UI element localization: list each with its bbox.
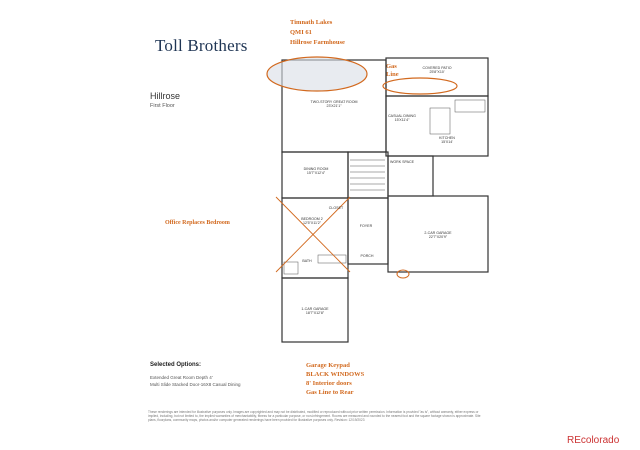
brand-logo: Toll Brothers: [155, 36, 248, 55]
room-name: KITCHEN: [439, 136, 455, 140]
room-name: BEDROOM 2: [301, 217, 323, 221]
office-annotation: Office Replaces Bedroom: [165, 220, 230, 226]
room-dimensions: 25'8"X10': [429, 70, 445, 74]
room-name: DINING ROOM: [303, 167, 329, 171]
garage1-label: [295, 307, 335, 315]
bedroom-label: [290, 217, 334, 225]
annotation-line: BLACK WINDOWS: [306, 371, 365, 378]
room-dimensions: 23'X21'1": [326, 104, 342, 108]
room-name: TWO-STORY GREAT ROOM: [310, 100, 358, 104]
gas-line-oval: [383, 78, 457, 94]
closet-label: CLOSET: [328, 206, 344, 210]
annotation-line: 8' Interior doors: [306, 380, 352, 387]
room-dimensions: 15'X14': [441, 140, 453, 144]
room-dimensions: 22'7"X20'9": [428, 235, 448, 239]
keypad-marker: [397, 270, 409, 278]
stair-outline: [348, 152, 388, 198]
bedroom-outline: [282, 198, 348, 278]
annotation-line: Gas Line to Rear: [306, 389, 354, 396]
porch-label: PORCH: [360, 254, 374, 258]
room-dimensions: 18'7"X12'8": [305, 311, 325, 315]
dining-room-label: [295, 167, 337, 175]
room-name: 1-CAR GARAGE: [301, 307, 329, 311]
annotation-line: Timnath Lakes: [290, 19, 333, 26]
annotation-line: Garage Keypad: [306, 362, 350, 369]
plan-floor: First Floor: [150, 103, 175, 109]
great-room-label: [295, 100, 373, 108]
annotation-line: Hillrose Farmhouse: [290, 39, 345, 46]
plan-name: Hillrose: [150, 91, 181, 101]
room-name: 2-CAR GARAGE: [424, 231, 452, 235]
kitchen-label: [432, 136, 462, 144]
dining-room-outline: [282, 152, 348, 198]
garage2-label: [410, 231, 466, 239]
room-name: COVERED PATIO: [422, 66, 452, 70]
room-dimensions: 15'7"X12'4": [306, 171, 326, 175]
annotation-line: QMI 61: [290, 29, 312, 36]
bath-label: BATH: [302, 259, 312, 263]
work-space-label: WORK SPACE: [389, 160, 415, 164]
room-dimensions: 12'5"X11'2": [302, 221, 322, 225]
selected-option-item: Extended Great Room Depth 4': [150, 375, 213, 380]
room-name: CASUAL DINING: [388, 114, 416, 118]
casual-dining-label: [377, 114, 427, 122]
selected-options-title: Selected Options:: [150, 362, 202, 368]
gas-line-oval: [267, 57, 367, 91]
foyer-label: FOYER: [359, 224, 373, 228]
disclaimer-text: These renderings are intended for illustrative purposes only. Images are copyrighted and may not be distributed, modified or reproduced without prior written permission. Information is provided "as is", without warranty, either express or implied, including, but not limited to, the implied warranties of merchantability, fitness for a particular purpose, or non-infringement. Rooms are measured and rounded to the nearest foot and the square footage shown is approximate. Site plans, floorplans, community maps, photos and/or computer generated renderings have been provided for illustrative purposes only. Revision: 12/19/2023: [148, 410, 481, 423]
watermark: REcolorado: [567, 435, 620, 446]
covered-patio-label: [392, 66, 482, 74]
selected-option-item: Multi Slide Stacked Door-16X8 Casual Dining: [150, 382, 241, 387]
casual-dining-outline: [386, 96, 488, 156]
room-dimensions: 15'X11'4": [394, 118, 410, 122]
covered-patio-outline: [386, 58, 488, 96]
gas-line-annotation: Gas Line: [386, 63, 399, 78]
